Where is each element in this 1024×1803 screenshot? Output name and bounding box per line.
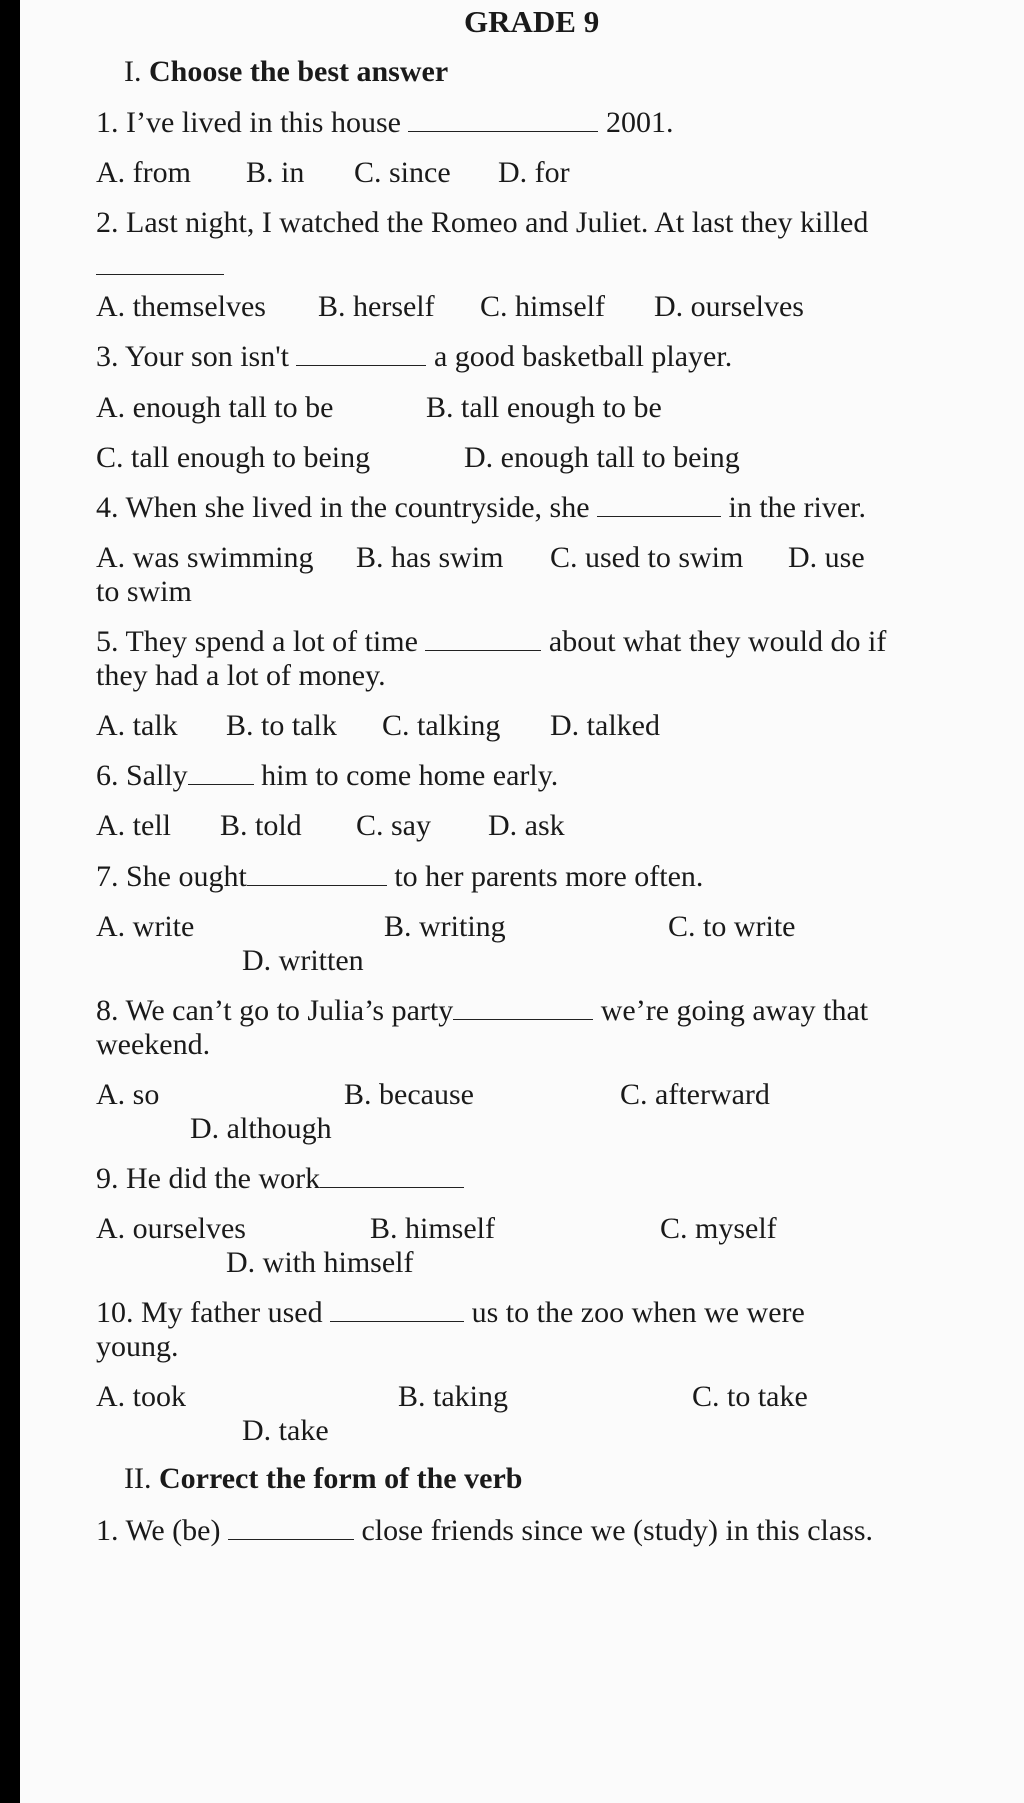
question-4-blank[interactable]	[597, 490, 721, 517]
question-3-option-a[interactable]: A. enough tall to be	[96, 391, 334, 424]
question-7-text-a: 7. She ought	[96, 860, 247, 893]
question-2-option-c[interactable]: C. himself	[480, 290, 605, 323]
question-4-text-a: 4. When she lived in the countryside, she	[96, 491, 590, 524]
question-8-option-c[interactable]: C. afterward	[620, 1078, 770, 1111]
question-5-option-a[interactable]: A. talk	[96, 709, 178, 742]
question-3-option-c[interactable]: C. tall enough to being	[96, 441, 371, 474]
question-4-option-c[interactable]: C. used to swim	[550, 541, 744, 574]
question-5-blank[interactable]	[425, 624, 541, 651]
question-10-text-b: us to the zoo when we were	[471, 1296, 805, 1329]
question-3-stem	[96, 339, 732, 375]
question-6-option-c[interactable]: C. say	[356, 809, 431, 842]
question-1-option-d[interactable]: D. for	[498, 156, 570, 189]
question-4-stem	[96, 490, 866, 526]
exercise-2-item-1-text-a: 1. We (be)	[96, 1514, 221, 1547]
question-1-text-b: 2001.	[605, 106, 674, 139]
section-1-heading	[124, 54, 448, 90]
question-7-text-b: to her parents more often.	[394, 860, 704, 893]
question-6-option-d[interactable]: D. ask	[488, 809, 565, 842]
question-1-text-a: 1. I’ve lived in this house	[96, 106, 401, 139]
question-10-option-d[interactable]: D. take	[242, 1414, 329, 1447]
question-10-blank[interactable]	[330, 1295, 464, 1322]
question-4-option-d[interactable]: D. use	[788, 541, 865, 574]
question-8-blank[interactable]	[453, 993, 593, 1020]
question-3-blank[interactable]	[296, 339, 426, 366]
question-7-option-b[interactable]: B. writing	[384, 910, 506, 943]
question-2-stem: 2. Last night, I watched the Romeo and Juliet. At last they killed	[96, 206, 869, 239]
question-1-blank[interactable]	[408, 105, 598, 132]
question-8-option-b[interactable]: B. because	[344, 1078, 474, 1111]
question-10-stem-line-2: young.	[96, 1330, 179, 1363]
section-1-label: Choose the best answer	[149, 55, 449, 88]
question-1-option-a[interactable]: A. from	[96, 156, 191, 189]
question-4-option-d-wrap: to swim	[96, 575, 192, 608]
worksheet-page	[20, 0, 1024, 1803]
question-4-option-a[interactable]: A. was swimming	[96, 541, 314, 574]
question-9-option-a[interactable]: A. ourselves	[96, 1212, 246, 1245]
question-8-option-d[interactable]: D. although	[190, 1112, 332, 1145]
question-3-option-d[interactable]: D. enough tall to being	[464, 441, 740, 474]
question-10-option-c[interactable]: C. to take	[692, 1380, 808, 1413]
question-8-option-a[interactable]: A. so	[96, 1078, 160, 1111]
exercise-2-item-1-blank[interactable]	[228, 1513, 354, 1540]
question-9-stem	[96, 1161, 464, 1197]
question-1-stem	[96, 105, 673, 141]
question-2-blank[interactable]	[96, 248, 224, 275]
question-5-stem	[96, 624, 886, 660]
question-7-blank[interactable]	[247, 859, 387, 886]
question-9-text-a: 9. He did the work	[96, 1162, 321, 1195]
question-5-text-a: 5. They spend a lot of time	[96, 625, 418, 658]
question-6-stem	[96, 758, 558, 794]
question-10-option-a[interactable]: A. took	[96, 1380, 186, 1413]
question-2-option-a[interactable]: A. themselves	[96, 290, 266, 323]
question-4-text-b: in the river.	[728, 491, 866, 524]
question-6-option-b[interactable]: B. told	[220, 809, 302, 842]
question-8-text-a: 8. We can’t go to Julia’s party	[96, 994, 454, 1027]
question-5-option-b[interactable]: B. to talk	[226, 709, 337, 742]
question-3-text-b: a good basketball player.	[433, 340, 733, 373]
question-1-option-b[interactable]: B. in	[246, 156, 305, 189]
question-6-option-a[interactable]: A. tell	[96, 809, 171, 842]
question-1-option-c[interactable]: C. since	[354, 156, 451, 189]
question-5-option-c[interactable]: C. talking	[382, 709, 501, 742]
question-5-option-d[interactable]: D. talked	[550, 709, 660, 742]
exercise-2-item-1	[96, 1513, 873, 1549]
section-2-heading	[124, 1461, 522, 1497]
question-3-option-b[interactable]: B. tall enough to be	[426, 391, 662, 424]
question-5-stem-line-2: they had a lot of money.	[96, 659, 386, 692]
section-2-label: Correct the form of the verb	[158, 1462, 523, 1495]
question-5-text-b: about what they would do if	[548, 625, 887, 658]
question-9-option-d[interactable]: D. with himself	[226, 1246, 414, 1279]
question-10-option-b[interactable]: B. taking	[398, 1380, 508, 1413]
question-4-option-b[interactable]: B. has swim	[356, 541, 504, 574]
exercise-2-item-1-text-b: close friends since we (study) in this class.	[361, 1514, 874, 1547]
question-7-option-d[interactable]: D. written	[242, 944, 364, 977]
question-9-blank[interactable]	[320, 1169, 464, 1188]
section-2-number: II.	[124, 1462, 152, 1495]
question-7-option-c[interactable]: C. to write	[668, 910, 796, 943]
question-8-stem	[96, 993, 868, 1029]
section-1-number: I.	[124, 55, 142, 88]
question-6-text-a: 6. Sally	[96, 759, 188, 792]
page-title: GRADE 9	[464, 4, 600, 39]
question-9-option-b[interactable]: B. himself	[370, 1212, 495, 1245]
question-3-text-a: 3. Your son isn't	[96, 340, 289, 373]
question-6-text-b: him to come home early.	[261, 759, 559, 792]
question-2-blank-line	[96, 248, 224, 284]
question-9-option-c[interactable]: C. myself	[660, 1212, 777, 1245]
question-2-option-b[interactable]: B. herself	[318, 290, 435, 323]
question-10-text-a: 10. My father used	[96, 1296, 323, 1329]
question-7-option-a[interactable]: A. write	[96, 910, 195, 943]
question-8-text-b: we’re going away that	[600, 994, 869, 1027]
question-10-stem	[96, 1295, 805, 1331]
question-7-stem	[96, 859, 703, 895]
question-8-stem-line-2: weekend.	[96, 1028, 211, 1061]
question-2-option-d[interactable]: D. ourselves	[654, 290, 804, 323]
question-6-blank[interactable]	[188, 758, 254, 785]
